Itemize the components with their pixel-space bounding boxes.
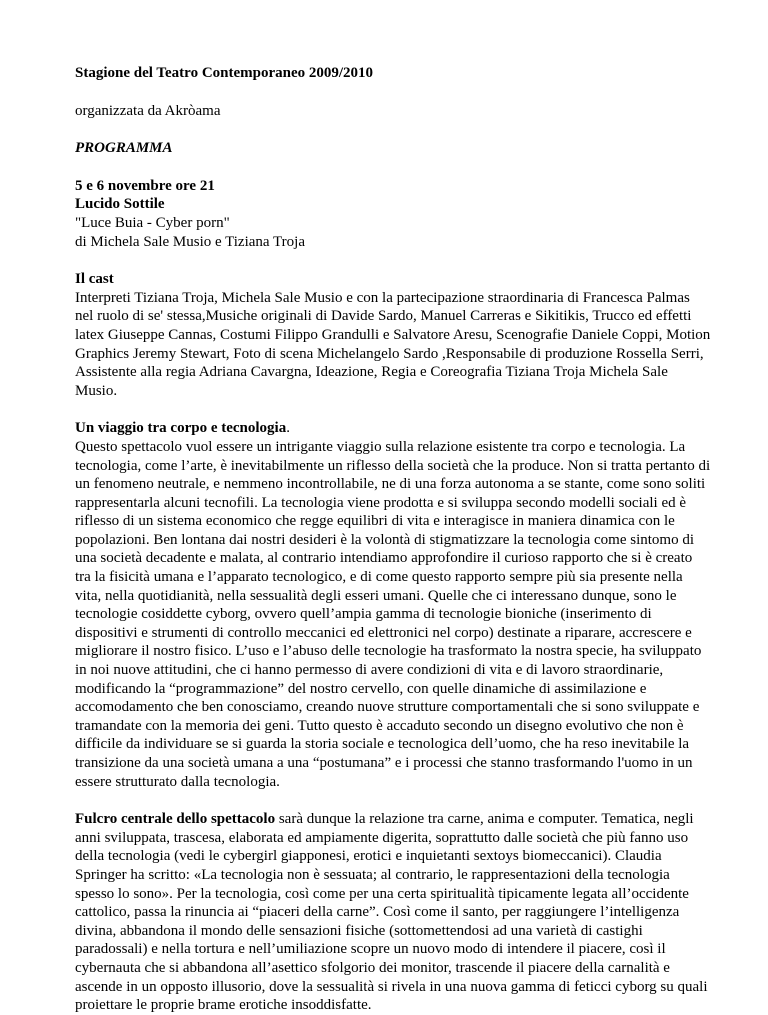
event-show-title: "Luce Buia - Cyber porn" <box>75 214 230 231</box>
section-fulcro-text: sarà dunque la relazione tra carne, anima e computer. Tematica, negli anni sviluppata, trascesa, elaborata ed ampiamente digerita, soprattutto dalle società che più fanno uso della tecnologia (vedi le cybergirl giapponesi, erotici e inquietanti sextoys biomeccanici). Claudia Springer ha scritto: «La tecnologia non è sessuata; al contrario, le rappresentazioni della tecnologia spesso lo sono». Per la tecnologia, così come per una certa spiritualità tipicamente legata all’occidente cattolico, passa la rinuncia ai “piaceri della carne”. Così come il santo, per raggiungere l’intelligenza divina, abbandona il mondo delle sensazioni fisiche (sottomettendosi ad una varietà di castighi paradossali) e nella tortura e nell’umiliazione scopre un nuovo modo di intendere il piacere, così il cybernauta che si abbandona all’asettico sfolgorio dei monitor, trascende il piacere della carnalità e ascende in un opposto illusorio, dove la sessualità si rivela in una nuova gamma di feticci cyborg su quali proiettare le proprie brame erotiche insoddisfatte. <box>75 811 708 1014</box>
section-viaggio-heading-tail: . <box>286 420 290 437</box>
section-fulcro-heading: Fulcro centrale dello spettacolo <box>75 811 276 828</box>
section-viaggio-heading: Un viaggio tra corpo e tecnologia <box>75 420 287 437</box>
section-viaggio-heading-line <box>75 419 711 438</box>
event-date: 5 e 6 novembre ore 21 <box>75 177 215 194</box>
section-fulcro <box>75 810 711 1015</box>
section-fulcro-paragraph <box>75 810 711 1015</box>
section-viaggio <box>75 419 711 791</box>
season-title: Stagione del Teatro Contemporaneo 2009/2010 <box>75 65 374 81</box>
section-viaggio-text: Questo spettacolo vuol essere un intrigante viaggio sulla relazione esistente tra corpo e tecnologia. La tecnologia, come l’arte, è inevitabilmente un riflesso della società che la produce. Non si tratta pertanto di un fenomeno neutrale, e nemmeno incontrollabile, ne di una forza autonoma a se stante, come sono soliti rappresentarla alcuni tecnofili. La tecnologia viene prodotta e si sviluppa secondo modelli sociali ed è riflesso di un sistema economico che regge equilibri di vita e interagisce in maniera dinamica con le popolazioni. Ben lontana dai nostri desideri è la volontà di stigmatizzare la tecnologia come sintomo di una società decadente e malata, al contrario intendiamo approfondire il curioso rapporto che si è creato tra la fisicità umana e l’apparato tecnologico, e di come questo rapporto sempre più sia presente nella vita, nella quotidianità, nella sessualità degli esseri umani. Quelle che ci interessano dunque, sono le tecnologie cosiddette cyborg, ovvero quell’ampia gamma di tecnologie bioniche (inserimento di dispositivi e strumenti di controllo meccanici ed elettronici nel corpo) destinate a riparare, accrescere e migliorare il nostro fisico. L’uso e l’abuso delle tecnologie ha trasformato la nostra specie, ha sviluppato in noi nuove attitudini, che ci hanno permesso di avere condizioni di vita e di lavoro straordinarie, modificando la “programmazione” del nostro cervello, con quelle dinamiche di assimilazione e accomodamento che ben conosciamo, creando nuove strutture comportamentali che si sono sviluppate e tramandate con la memoria dei geni. Tutto questo è accaduto secondo un disegno evolutivo che non è difficile da individuare se si guarda la storia sociale e tecnologica dell’uomo, che ha reso inevitabile la transizione da una società umana a una “postumana” e i processi che stanno trasformando l'uomo in un essere strutturato dalla tecnologia. <box>75 438 711 790</box>
event-company: Lucido Sottile <box>75 196 165 213</box>
event-authors: di Michela Sale Musio e Tiziana Troja <box>75 233 305 250</box>
program-heading: PROGRAMMA <box>75 140 173 157</box>
cast-section <box>75 270 711 400</box>
cast-text: Interpreti Tiziana Troja, Michela Sale Musio e con la partecipazione straordinaria di Francesca Palmas nel ruolo di se' stessa,Musiche originali di Davide Sardo, Manuel Carreras e Sikitikis, Trucco ed effetti latex Giuseppe Cannas, Costumi Filippo Grandulli e Salvatore Aresu, Scenografie Daniele Coppi, Motion Graphics Jeremy Stewart, Foto di scena Michelangelo Sardo ,Responsabile di produzione Rossella Serri, Assistente alla regia Adriana Cavargna, Ideazione, Regia e Coreografia Tiziana Troja Michela Sale Musio. <box>75 289 711 399</box>
event-block <box>75 177 711 251</box>
cast-heading: Il cast <box>75 271 114 288</box>
document-page <box>75 64 711 1015</box>
organizer-line: organizzata da Akròama <box>75 102 221 119</box>
